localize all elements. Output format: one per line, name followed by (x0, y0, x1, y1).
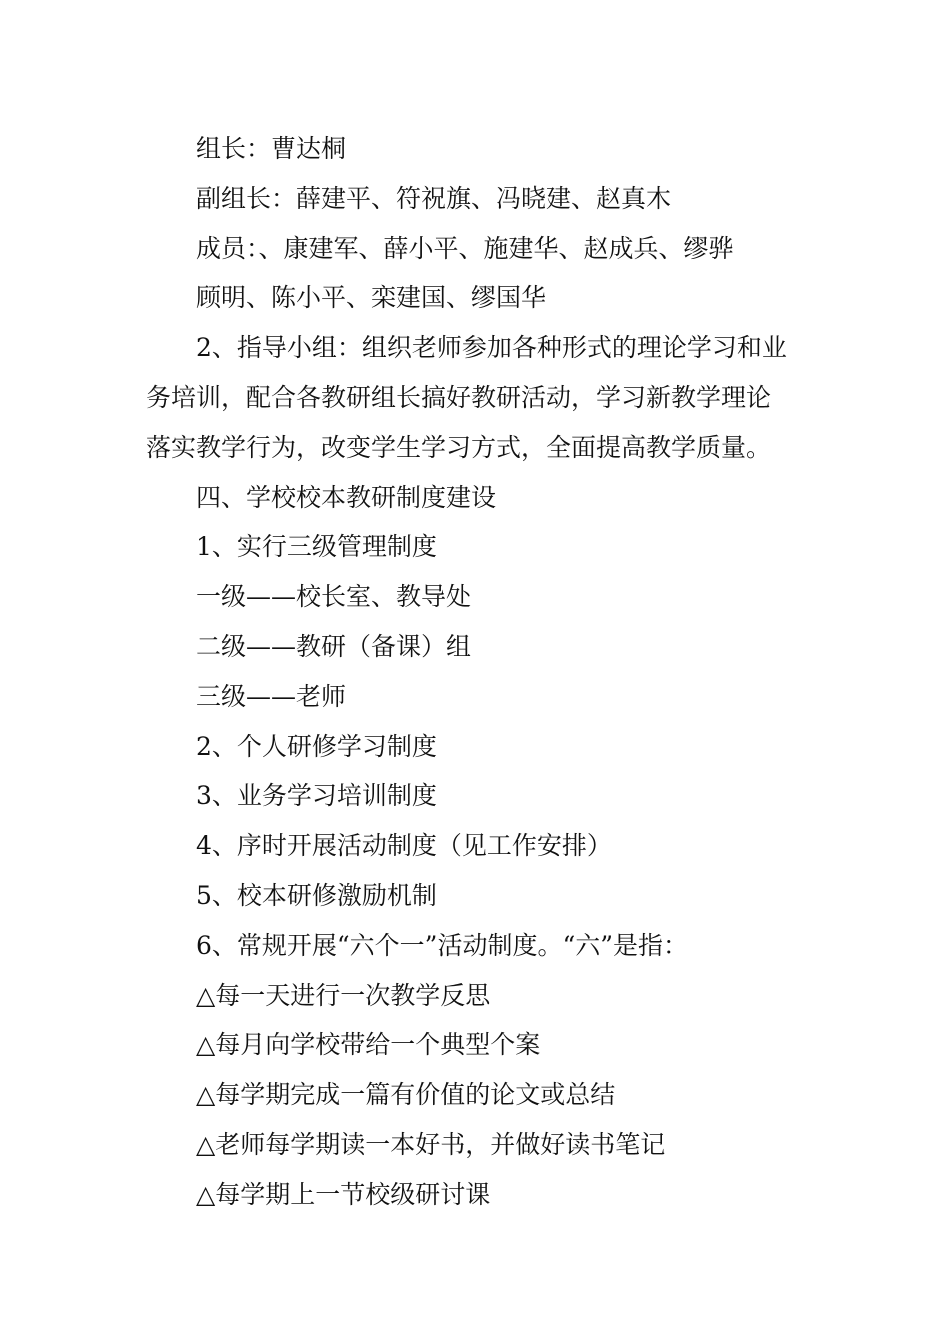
text-line: 副组长：薛建平、符祝旗、冯晓建、赵真木 (196, 183, 672, 213)
text-line: 二级——教研（备课）组 (196, 631, 472, 661)
text-line: 四、学校校本教研制度建设 (196, 482, 497, 512)
text-line: △每学期上一节校级研讨课 (196, 1179, 491, 1209)
text-line: △老师每学期读一本好书，并做好读书笔记 (196, 1129, 666, 1159)
text-line: 5、校本研修激励机制 (196, 880, 437, 910)
text-line: 1、实行三级管理制度 (196, 532, 437, 562)
text-line: 三级——老师 (196, 681, 347, 711)
text-line: 一级——校长室、教导处 (196, 582, 472, 612)
text-line: 组长：曹达桐 (196, 134, 347, 163)
text-line: △每月向学校带给一个典型个案 (196, 1030, 541, 1060)
text-line: 2、指导小组：组织老师参加各种形式的理论学习和业 (196, 333, 787, 363)
text-line: 6、常规开展“六个一”活动制度。“六”是指： (196, 930, 689, 960)
text-line: 3、业务学习培训制度 (196, 781, 437, 811)
text-line: 4、序时开展活动制度（见工作安排） (196, 831, 612, 861)
text-line: 成员：、康建军、薛小平、施建华、赵成兵、缪骅 (196, 233, 734, 263)
text-line: 2、个人研修学习制度 (196, 731, 437, 761)
text-line: △每一天进行一次教学反思 (196, 980, 491, 1010)
text-line: 顾明、陈小平、栾建国、缪国华 (196, 283, 547, 313)
document-body (146, 124, 811, 1220)
text-line: △每学期完成一篇有价值的论文或总结 (196, 1080, 616, 1110)
text-line: 务培训，配合各教研组长搞好教研活动，学习新教学理论 (146, 382, 772, 412)
text-line: 落实教学行为，改变学生学习方式，全面提高教学质量。 (146, 432, 772, 462)
